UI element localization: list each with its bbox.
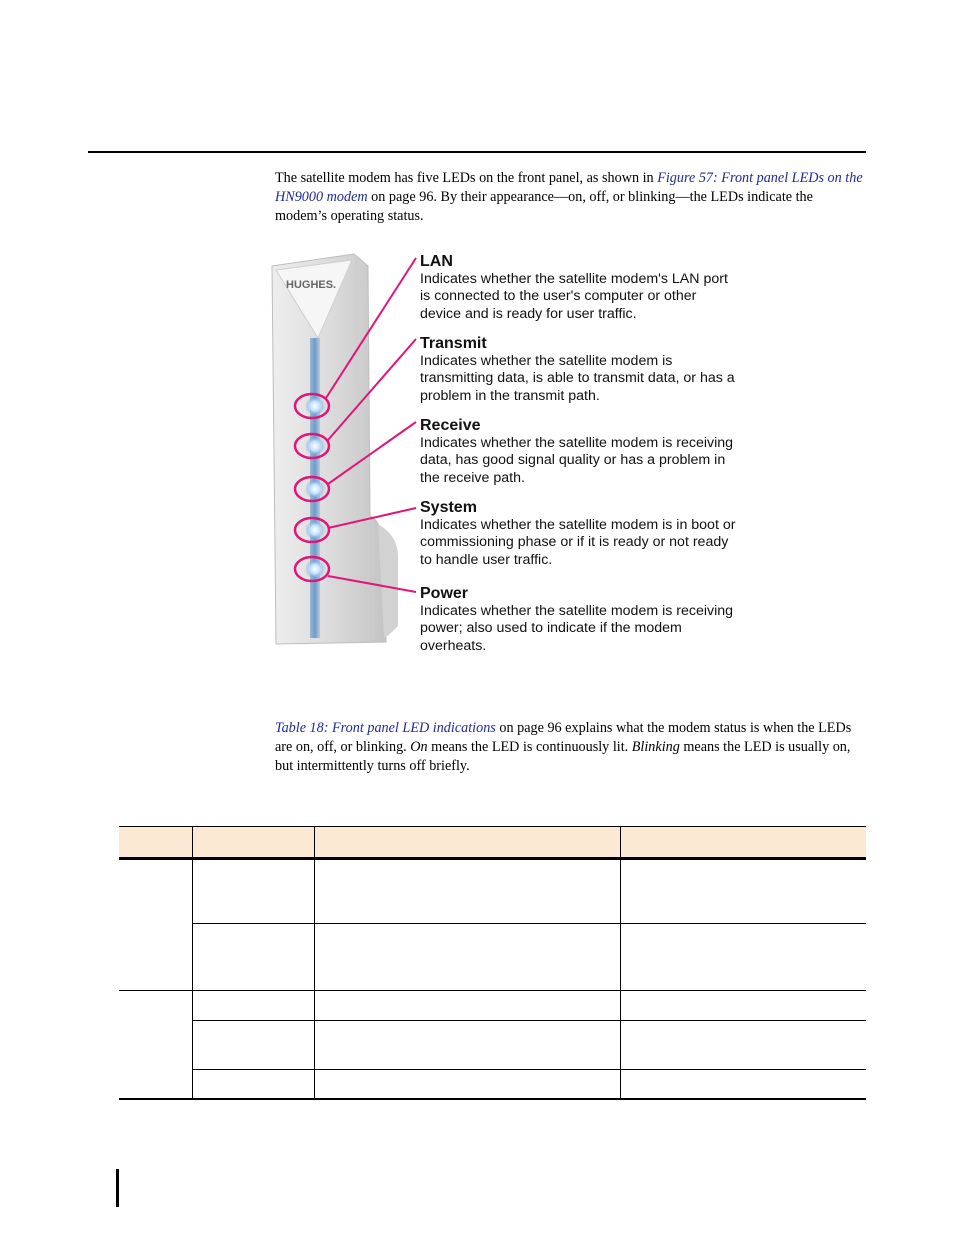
led-system (305, 520, 325, 540)
led-description: Indicates whether the satellite modem is in boot or commissioning phase or if it is ready or not ready to handle user traffic. (420, 517, 736, 568)
figure-link[interactable]: Figure 57: Front panel LEDs on the HN9000 modem (275, 170, 863, 205)
row-divider (192, 1069, 866, 1070)
row-divider (192, 1020, 866, 1021)
led-description: Indicates whether the satellite modem is receiving data, has good signal quality or has a problem in the receive path. (420, 435, 734, 486)
led-receive (305, 479, 325, 499)
change-bar (116, 1169, 119, 1207)
led-description: Indicates whether the satellite modem's LAN port is connected to the user's computer or other device and is ready for user traffic. (420, 271, 728, 322)
led-transmit (305, 436, 325, 456)
column-divider (314, 826, 315, 1099)
on-term: On (410, 739, 428, 755)
column-divider (620, 826, 621, 1099)
led-label-system (420, 498, 740, 569)
explain-paragraph (275, 719, 867, 776)
led-title: System (420, 499, 477, 516)
front-panel-figure (258, 246, 738, 666)
table-link[interactable]: Table 18: Front panel LED indications (275, 720, 496, 736)
explain-text: means the LED is usually on, but intermittently turns off briefly. (275, 739, 851, 774)
intro-text: The satellite modem has five LEDs on the front panel, as shown in (275, 170, 658, 186)
led-title: Power (420, 585, 469, 602)
led-label-receive (420, 416, 740, 487)
table-bottom-rule (119, 1098, 866, 1100)
explain-text: on page 96 explains what the modem status is when the LEDs are on, off, or blinking. (275, 720, 852, 755)
brand-logo: HUGHES. (286, 279, 337, 291)
intro-paragraph (275, 169, 867, 226)
led-lan (305, 396, 325, 416)
intro-text-after: on page 96. By their appearance—on, off, or blinking—the LEDs indicate the modem’s operating status. (275, 189, 813, 224)
led-label-transmit (420, 334, 740, 405)
row-divider (119, 990, 866, 991)
top-rule (88, 151, 866, 153)
row-divider (192, 923, 866, 924)
led-power (305, 559, 325, 579)
table-header-row (119, 826, 866, 860)
led-description: Indicates whether the satellite modem is transmitting data, is able to transmit data, or has a problem in the transmit path. (420, 353, 735, 404)
explain-text: means the LED is continuously lit. (427, 739, 632, 755)
blinking-term: Blinking (631, 739, 680, 755)
column-divider (192, 826, 193, 1099)
led-label-power (420, 584, 740, 655)
led-description: Indicates whether the satellite modem is receiving power; also used to indicate if the modem overheats. (420, 603, 734, 654)
led-label-lan (420, 252, 740, 323)
led-title: Transmit (420, 335, 487, 352)
led-title: LAN (420, 253, 453, 270)
led-title: Receive (420, 417, 481, 434)
